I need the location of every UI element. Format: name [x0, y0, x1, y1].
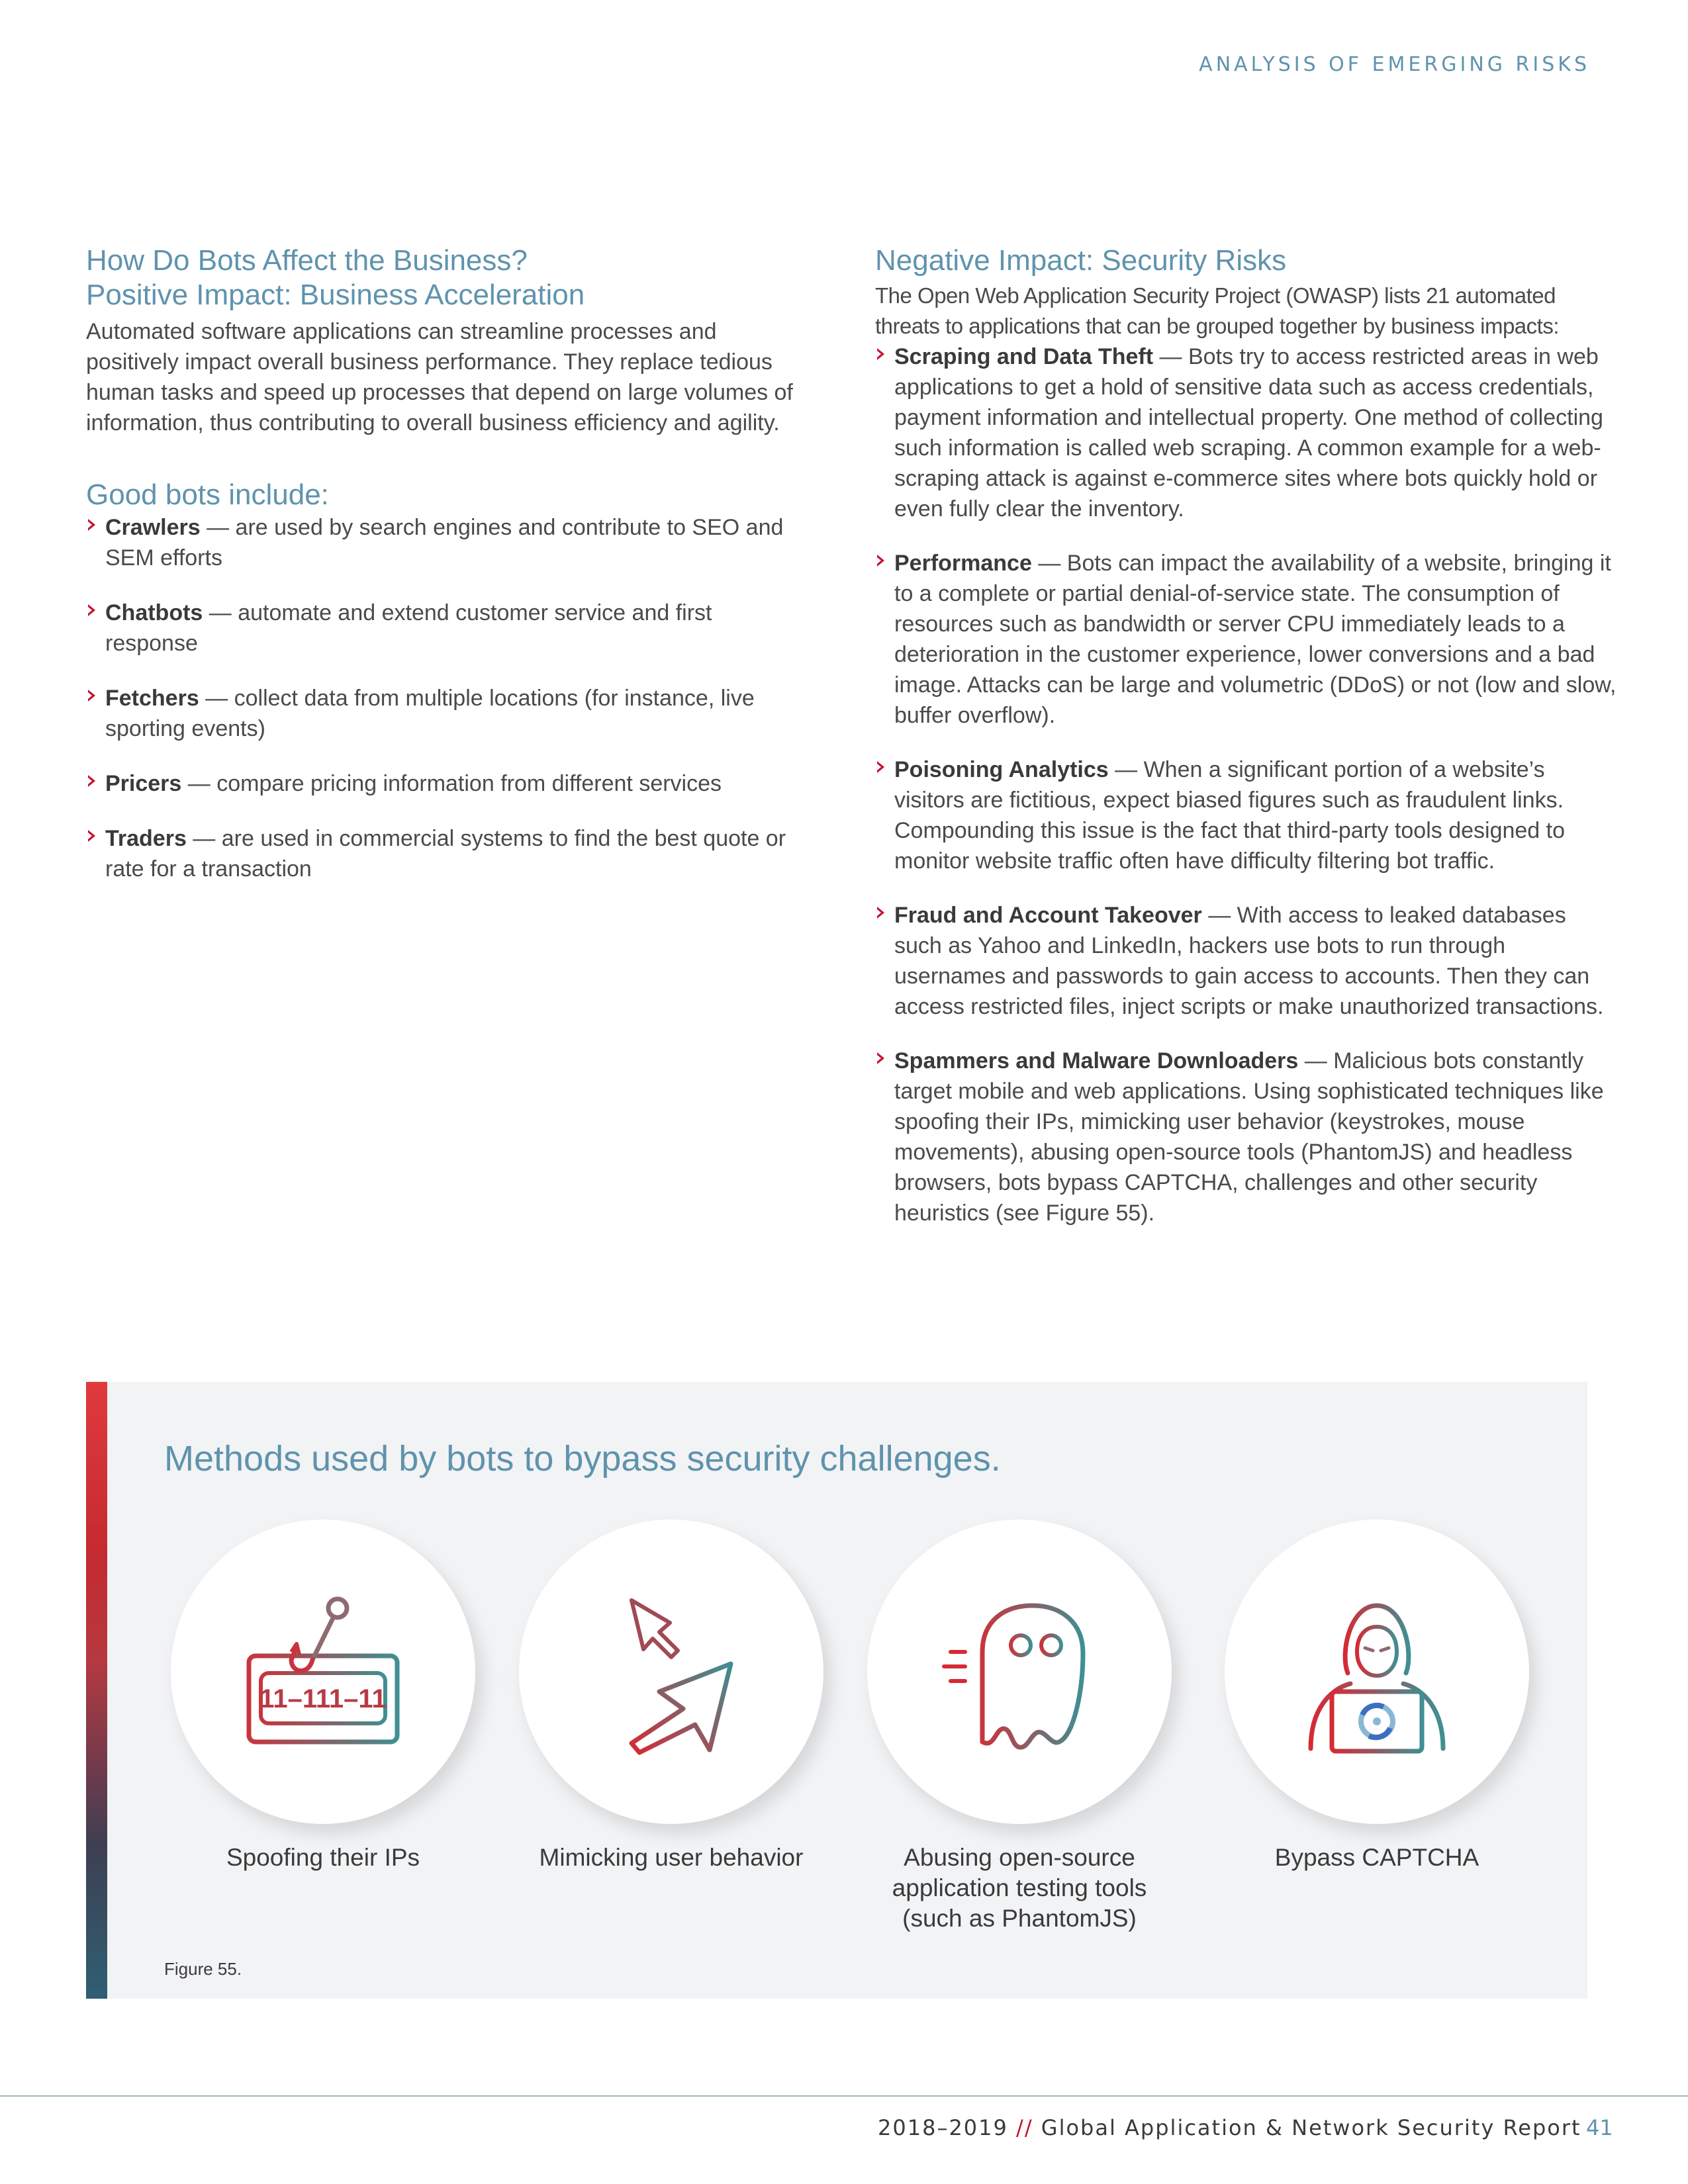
heading-bots-affect-business: How Do Bots Affect the Business?: [86, 244, 528, 277]
phantomjs-label: Abusing open-source application testing tools (such as PhantomJS): [892, 1844, 1147, 1932]
decorative-stripe: [86, 1382, 107, 1999]
phantomjs-circle: [867, 1520, 1172, 1824]
bullet-desc: — When a significant portion of a website’s visitors are fictitious, expect biased figures such as fraudulent links. Compounding this issue is the fact that third-party tools designed to monitor website traffic often have difficulty filtering bot traffic.: [894, 757, 1566, 874]
bullet-arrow-icon: [877, 1052, 883, 1064]
bypass-captcha-circle: [1225, 1520, 1529, 1824]
bullet-arrow-icon: [88, 690, 94, 702]
figure-caption: Figure 55.: [164, 1959, 242, 1979]
bullet-arrow-icon: [88, 775, 94, 787]
list-item: [86, 512, 808, 573]
list-item: [875, 1046, 1617, 1228]
bullet-term: Performance: [894, 551, 1032, 576]
heading-positive-impact: Positive Impact: Business Acceleration: [86, 279, 585, 311]
heading-good-bots: Good bots include:: [86, 478, 329, 511]
bullet-desc: — compare pricing information from different services: [181, 771, 722, 796]
list-item: [86, 768, 808, 799]
bullet-desc: — Malicious bots constantly target mobile and web applications. Using sophisticated techniques like spoofing their IPs, mimicking user behavior (keystrokes, mouse movements), abusing open-source tools (PhantomJS) and headless browsers, bots bypass CAPTCHA, challenges and other security heuristics (see Figure 55).: [894, 1048, 1604, 1226]
good-bots-list: [86, 512, 808, 884]
bullet-arrow-icon: [88, 604, 94, 616]
bullet-term: Chatbots: [105, 600, 203, 625]
security-risks-list: [875, 341, 1617, 1228]
mimicking-behavior-label: Mimicking user behavior: [539, 1844, 804, 1871]
heading-negative-impact: Negative Impact: Security Risks: [875, 244, 1287, 277]
spoofing-ips-circle: [171, 1520, 475, 1824]
bullet-arrow-icon: [877, 761, 883, 773]
footer-slashes: //: [1016, 2115, 1033, 2140]
left-column: [86, 244, 808, 909]
bullet-term: Traders: [105, 826, 187, 851]
list-item: [875, 548, 1617, 731]
bullet-desc: — are used by search engines and contribute to SEO and SEM efforts: [105, 515, 784, 570]
footer-year: 2018–2019: [878, 2115, 1008, 2140]
bullet-term: Crawlers: [105, 515, 201, 540]
bullet-desc: — Bots try to access restricted areas in web applications to get a hold of sensitive data such as access credentials, payment information and intellectual property. One method of collecting such information is called web scraping. A common example for a web-scraping attack is against e-commerce sites where bots quickly hold or even fully clear the inventory.: [894, 344, 1603, 522]
list-item: [875, 754, 1617, 876]
footer-report-title: [878, 2115, 1581, 2140]
bullet-term: Poisoning Analytics: [894, 757, 1109, 782]
list-item: [875, 900, 1617, 1022]
figure-title: Methods used by bots to bypass security challenges.: [164, 1439, 1001, 1479]
bullet-term: Spammers and Malware Downloaders: [894, 1048, 1299, 1073]
bullet-term: Fraud and Account Takeover: [894, 903, 1202, 928]
footer-report-name: Global Application & Network Security Report: [1041, 2115, 1581, 2140]
footer-divider: [0, 2095, 1688, 2097]
spoofing-ips-label: Spoofing their IPs: [226, 1844, 420, 1871]
mimicking-behavior-circle: [519, 1520, 823, 1824]
figure-55-panel: [86, 1382, 1587, 1999]
bullet-arrow-icon: [877, 907, 883, 919]
hooded-hacker-icon: [1284, 1579, 1470, 1764]
bullet-desc: — collect data from multiple locations (for instance, live sporting events): [105, 686, 755, 741]
bullet-term: Scraping and Data Theft: [894, 344, 1154, 369]
bullet-desc: — are used in commercial systems to find the best quote or rate for a transaction: [105, 826, 786, 882]
bullet-arrow-icon: [877, 555, 883, 567]
mouse-cursor-icon: [579, 1579, 764, 1764]
bullet-term: Fetchers: [105, 686, 199, 711]
section-header: ANALYSIS OF EMERGING RISKS: [1199, 53, 1590, 76]
bypass-captcha-label: Bypass CAPTCHA: [1274, 1844, 1479, 1871]
bullet-term: Pricers: [105, 771, 182, 796]
ghost-icon: [927, 1579, 1112, 1764]
ip-number-text: 11–111–11: [259, 1684, 387, 1713]
list-item: [86, 823, 808, 884]
list-item: [86, 683, 808, 744]
bullet-arrow-icon: [877, 348, 883, 360]
owasp-intro-paragraph: The Open Web Application Security Project (OWASP) lists 21 automated threats to applications that can be grouped together by business impacts:: [875, 283, 1559, 338]
bullet-arrow-icon: [88, 830, 94, 842]
bullet-desc: — With access to leaked databases such as Yahoo and LinkedIn, hackers use bots to run through usernames and passwords to gain access to accounts. Then they can access restricted files, inject scripts or make unauthorized transactions.: [894, 903, 1604, 1019]
bullet-desc: — Bots can impact the availability of a website, bringing it to a complete or partial denial-of-service state. The consumption of resources such as bandwidth or server CPU immediately leads to a deterioration in the customer experience, lower conversions and a bad image. Attacks can be large and volumetric (DDoS) or not (low and slow, buffer overflow).: [894, 551, 1617, 728]
list-item: [875, 341, 1617, 524]
right-column: [875, 244, 1617, 1252]
bullet-desc: — automate and extend customer service and first response: [105, 600, 712, 656]
bullet-arrow-icon: [88, 519, 94, 531]
page-number: 41: [1586, 2115, 1613, 2140]
list-item: [86, 598, 808, 659]
positive-impact-paragraph: Automated software applications can streamline processes and positively impact overall business performance. They replace tedious human tasks and speed up processes that depend on large volumes of information, thus contributing to overall business efficiency and agility.: [86, 319, 793, 435]
phishing-hook-ip-icon: [230, 1579, 416, 1764]
